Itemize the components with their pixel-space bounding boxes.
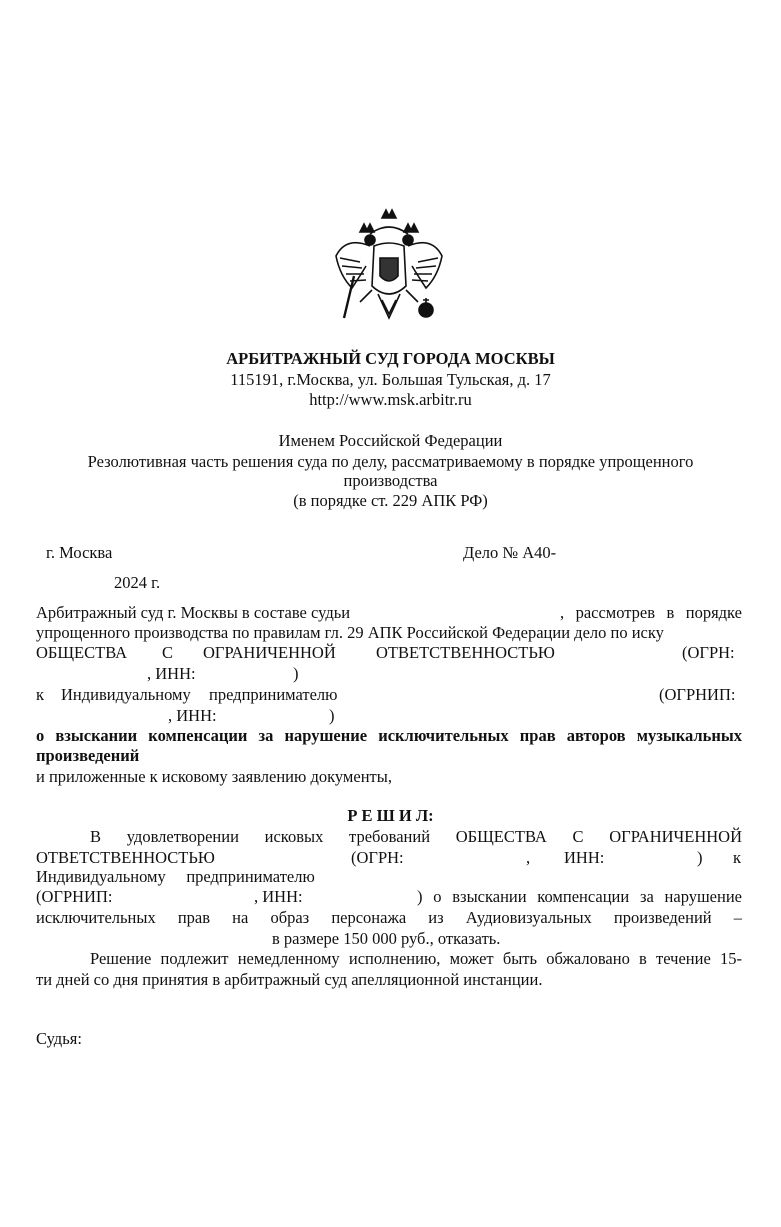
body-line3-b: С	[162, 643, 174, 662]
body-line4-a: , ИНН:	[147, 664, 196, 683]
case-number: Дело № А40-	[463, 543, 557, 562]
decision-line2-d: ИНН:	[564, 848, 605, 867]
body-line3-a: ОБЩЕСТВА	[36, 643, 128, 662]
decision-line5: исключительных прав на образ персонажа из Аудиовизуальных произведений –	[36, 908, 742, 927]
decision-line2-e: )	[697, 848, 703, 867]
body-line6-b: )	[329, 706, 335, 725]
claim-subject-line1: о взыскании компенсации за нарушение исключительных прав авторов музыкальных	[36, 726, 742, 745]
decision-line2-c: ,	[526, 848, 531, 867]
body-line5-a: к	[36, 685, 45, 704]
body-line5-b: Индивидуальному	[61, 685, 191, 704]
decision-line3: Индивидуальному предпринимателю	[36, 867, 315, 886]
decision-line6: в размере 150 000 руб., отказать.	[272, 929, 501, 948]
decision-year: 2024 г.	[114, 573, 161, 592]
decision-line2-f: к	[733, 848, 742, 867]
body-line5-c: предпринимателю	[209, 685, 338, 704]
body-line1-a: Арбитражный суд г. Москвы в составе судьи	[36, 603, 351, 622]
decision-line4-a: (ОГРНИП:	[36, 887, 113, 906]
document-title-line2: производства	[343, 471, 438, 490]
document-title-line3: (в порядке ст. 229 АПК РФ)	[293, 491, 488, 510]
court-name: АРБИТРАЖНЫЙ СУД ГОРОДА МОСКВЫ	[226, 349, 555, 368]
decision-para2-line2: ти дней со дня принятия в арбитражный суд апелляционной инстанции.	[36, 970, 543, 989]
decision-line2-a: ОТВЕТСТВЕННОСТЬЮ	[36, 848, 215, 867]
decision-line4-b: , ИНН:	[254, 887, 303, 906]
body-line3-d: ОТВЕТСТВЕННОСТЬЮ	[376, 643, 555, 662]
decision-line1: В удовлетворении исковых требований ОБЩЕСТВА С ОГРАНИЧЕННОЙ	[90, 827, 742, 846]
body-line5-d: (ОГРНИП:	[659, 685, 736, 704]
body-line3-e: (ОГРН:	[682, 643, 735, 662]
court-address: 115191, г.Москва, ул. Большая Тульская, д. 17	[230, 370, 551, 389]
body-line6-a: , ИНН:	[168, 706, 217, 725]
body-line1-b: , рассмотрев в порядке	[560, 603, 742, 622]
body-line3-c: ОГРАНИЧЕННОЙ	[203, 643, 336, 662]
decision-line4-c: ) о взыскании компенсации за нарушение	[417, 887, 742, 906]
court-website[interactable]: http://www.msk.arbitr.ru	[309, 390, 472, 409]
claim-subject-line2: произведений	[36, 746, 140, 765]
judge-label: Судья:	[36, 1029, 82, 1048]
decision-line2-b: (ОГРН:	[351, 848, 404, 867]
body-line9: и приложенные к исковому заявлению документы,	[36, 767, 392, 786]
decision-para2-line1: Решение подлежит немедленному исполнению, может быть обжаловано в течение 15-	[90, 949, 742, 968]
decision-heading: Р Е Ш И Л:	[347, 806, 434, 825]
in-name-line: Именем Российской Федерации	[278, 431, 503, 450]
city: г. Москва	[46, 543, 113, 562]
russian-coat-of-arms-icon	[330, 206, 448, 332]
document-title-line1: Резолютивная часть решения суда по делу, рассматриваемому в порядке упрощенного	[87, 452, 694, 471]
body-line4-b: )	[293, 664, 299, 683]
body-line2: упрощенного производства по правилам гл. 29 АПК Российской Федерации дело по иску	[36, 623, 664, 642]
